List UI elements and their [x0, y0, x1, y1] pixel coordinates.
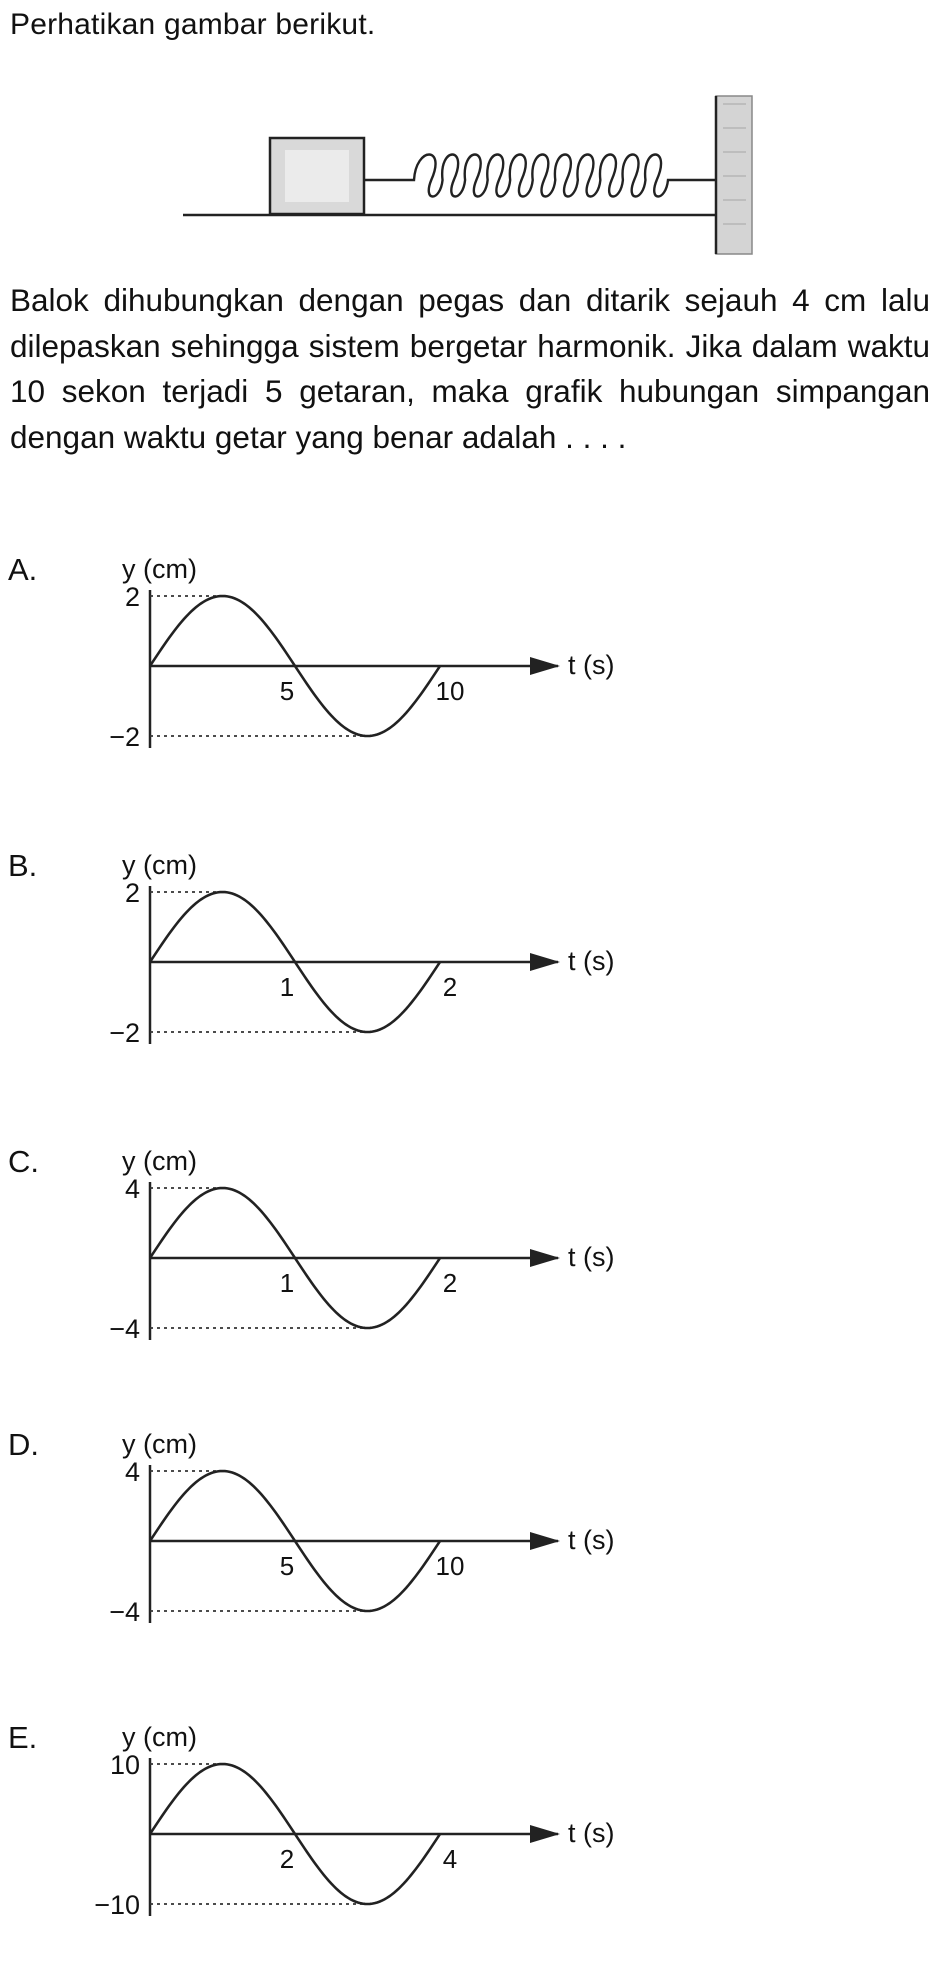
t-axis-arrow — [530, 953, 560, 971]
t-axis-arrow — [530, 1532, 560, 1550]
x-tick-1: 2 — [279, 1844, 295, 1874]
x-tick-1: 1 — [279, 972, 295, 1002]
wall — [716, 96, 752, 254]
x-tick-1: 5 — [279, 1551, 295, 1581]
x-tick-1: 5 — [279, 676, 295, 706]
y-tick-min: −2 — [109, 722, 140, 752]
x-tick-2: 10 — [435, 676, 465, 706]
t-axis-label: t (s) — [568, 1525, 615, 1555]
y-tick-max: 2 — [124, 878, 140, 908]
question-text: Balok dihubungkan dengan pegas dan ditarik sejauh 4 cm lalu dilepaskan sehingga sistem bergetar harmonik. Jika dalam waktu 10 sekon terjadi 5 getaran, maka grafik hubungan simpangan dengan waktu getar yang benar adalah . . . . — [10, 282, 930, 455]
t-axis-label: t (s) — [568, 1242, 615, 1272]
option-d-letter: D. — [8, 1427, 39, 1462]
x-tick-2: 2 — [442, 972, 458, 1002]
graph-option-c — [0, 1140, 700, 1380]
spring-block-figure — [0, 0, 951, 270]
t-axis-arrow — [530, 1249, 560, 1267]
y-tick-min: −2 — [109, 1018, 140, 1048]
y-axis-label: y (cm) — [122, 850, 197, 880]
graph-option-b — [0, 844, 700, 1084]
y-axis-label: y (cm) — [122, 554, 197, 584]
y-axis-label: y (cm) — [122, 1429, 197, 1459]
t-axis-arrow — [530, 657, 560, 675]
x-tick-1: 1 — [279, 1268, 295, 1298]
option-a-letter: A. — [8, 552, 38, 587]
y-axis-label: y (cm) — [122, 1722, 197, 1752]
y-tick-min: −10 — [94, 1890, 140, 1920]
y-tick-min: −4 — [109, 1314, 140, 1344]
intro-text: Perhatikan gambar berikut. — [10, 8, 376, 41]
x-tick-2: 2 — [442, 1268, 458, 1298]
t-axis-label: t (s) — [568, 1818, 615, 1848]
y-tick-max: 4 — [124, 1457, 140, 1487]
graph-option-e — [0, 1716, 700, 1956]
y-tick-max: 10 — [109, 1750, 140, 1780]
t-axis-label: t (s) — [568, 946, 615, 976]
option-b-letter: B. — [8, 848, 38, 883]
x-tick-2: 10 — [435, 1551, 465, 1581]
option-c-letter: C. — [8, 1144, 39, 1179]
y-axis-label: y (cm) — [122, 1146, 197, 1176]
y-tick-min: −4 — [109, 1597, 140, 1627]
t-axis-arrow — [530, 1825, 560, 1843]
y-tick-max: 2 — [124, 582, 140, 612]
x-tick-2: 4 — [442, 1844, 458, 1874]
option-e-letter: E. — [8, 1720, 38, 1755]
graph-option-d — [0, 1423, 700, 1663]
graph-option-a — [0, 548, 700, 788]
y-tick-max: 4 — [124, 1174, 140, 1204]
t-axis-label: t (s) — [568, 650, 615, 680]
block — [270, 138, 364, 214]
spring-coil — [364, 155, 716, 197]
